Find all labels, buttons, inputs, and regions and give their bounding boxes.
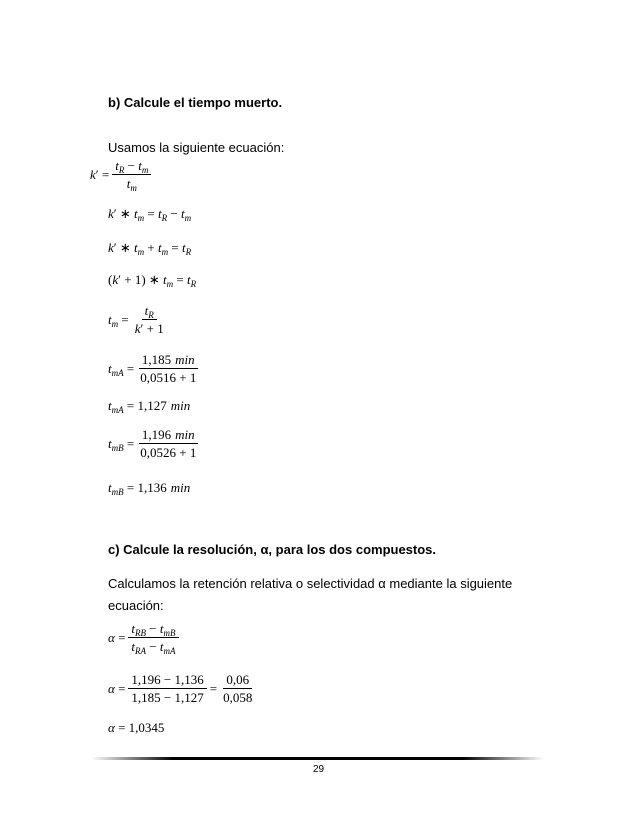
equation-step-3: (k′ + 1) ∗ $t_m = t_R$ — [108, 272, 197, 289]
section-b-heading: b) Calcule el tiempo muerto. — [108, 95, 283, 110]
equation-tm-general: $t_m$ = $\frac{t_R}{k' + 1}$ — [108, 303, 164, 336]
section-c-intro-line2: ecuación: — [108, 598, 164, 613]
equation-alpha-general: α = $\frac{t_{RB} - t_{mB}}{t_{RA} - t_{mA}}$ — [108, 621, 182, 654]
equation-alpha-result: α = 1,0345 — [108, 720, 165, 735]
equation-alpha-substituted: α = $\frac{1,196 - 1,136}{1,185 - 1,127}$ = $\frac{0,06}{0,058}$ — [108, 672, 253, 705]
section-b-intro: Usamos la siguiente ecuación: — [108, 140, 285, 155]
equation-k-prime: k′ = $\frac{t_R - t_m}{t_m}$ — [90, 158, 154, 191]
equation-step-1: k′ ∗ $t_m = t_R - t_m$ — [108, 206, 192, 223]
equation-tma-fraction: $t_{mA}$ = $\frac{1,185 \min}{0,0516 + 1}$ — [108, 352, 197, 385]
equation-tmb-result: $t_{mB} = 1,136$ min — [108, 480, 191, 497]
section-c-heading: c) Calcule la resolución, α, para los dos compuestos. — [108, 542, 437, 557]
equation-tmb-fraction: $t_{mB}$ = $\frac{1,196 \min}{0,0526 + 1}$ — [108, 427, 197, 460]
equation-step-2: k′ ∗ $t_m + t_m = t_R$ — [108, 240, 192, 257]
section-c-intro-line1: Calculamos la retención relativa o selectividad α mediante la siguiente — [108, 576, 513, 591]
footer-divider — [92, 757, 544, 760]
page-number: 29 — [313, 764, 325, 775]
equation-tma-result: $t_{mA} = 1,127$ min — [108, 398, 191, 415]
